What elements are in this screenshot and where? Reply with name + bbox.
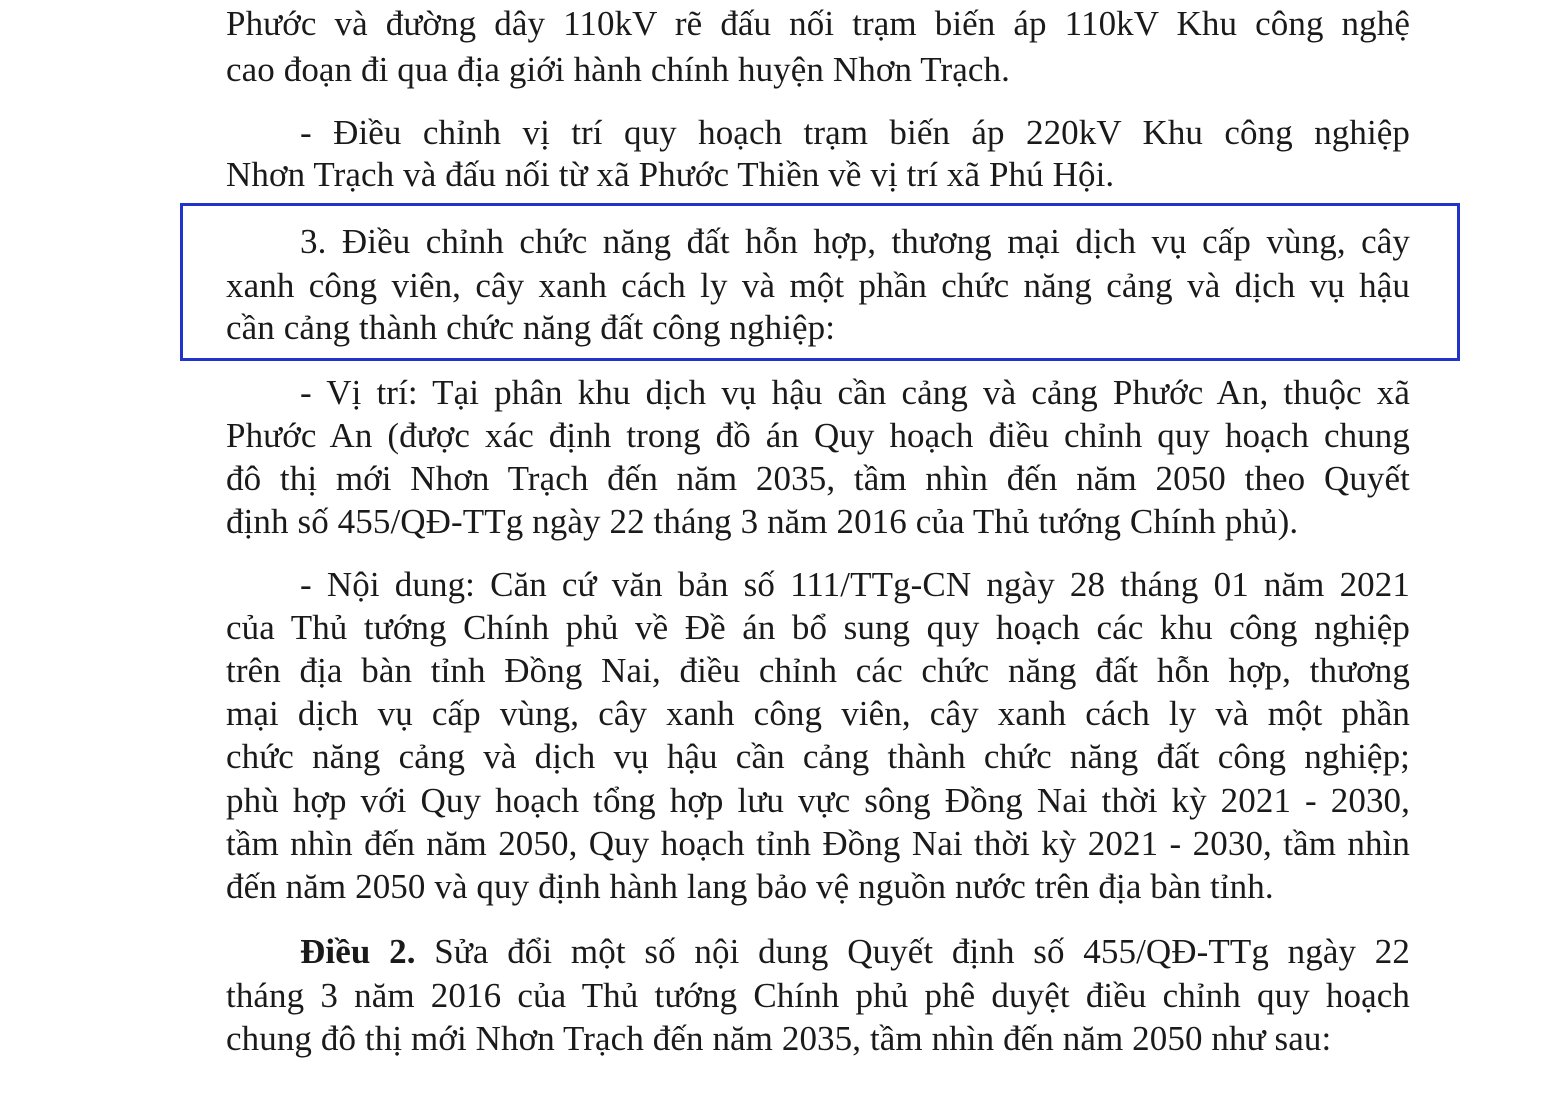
text-line: Nhơn Trạch và đấu nối từ xã Phước Thiền về vị trí xã Phú Hội. [226, 155, 1115, 194]
text-line: Phước và đường dây 110kV rẽ đấu nối trạm biến áp 110kV Khu công nghệ [226, 4, 1410, 43]
section-heading-line: 3. Điều chỉnh chức năng đất hỗn hợp, thương mại dịch vụ cấp vùng, cây [300, 222, 1410, 261]
text-line: chung đô thị mới Nhơn Trạch đến năm 2035, tầm nhìn đến năm 2050 như sau: [226, 1019, 1332, 1058]
text-line: mại dịch vụ cấp vùng, cây xanh công viên, cây xanh cách ly và một phần [226, 694, 1410, 733]
article-label: Điều 2. [300, 932, 416, 971]
text-line: cao đoạn đi qua địa giới hành chính huyện Nhơn Trạch. [226, 50, 1010, 89]
text-line: định số 455/QĐ-TTg ngày 22 tháng 3 năm 2016 của Thủ tướng Chính phủ). [226, 502, 1299, 541]
article-heading-line [226, 930, 1410, 974]
text-line: - Vị trí: Tại phân khu dịch vụ hậu cần cảng và cảng Phước An, thuộc xã [300, 373, 1410, 412]
text-line: - Điều chỉnh vị trí quy hoạch trạm biến áp 220kV Khu công nghiệp [300, 113, 1410, 152]
text-line: đô thị mới Nhơn Trạch đến năm 2035, tầm nhìn đến năm 2050 theo Quyết [226, 459, 1410, 498]
text-line: đến năm 2050 và quy định hành lang bảo vệ nguồn nước trên địa bàn tỉnh. [226, 867, 1274, 906]
text-line: tầm nhìn đến năm 2050, Quy hoạch tỉnh Đồng Nai thời kỳ 2021 - 2030, tầm nhìn [226, 824, 1410, 863]
article-lead-text: Sửa đổi một số nội dung Quyết định số 455/QĐ-TTg ngày 22 [415, 932, 1410, 971]
text-line: tháng 3 năm 2016 của Thủ tướng Chính phủ phê duyệt điều chỉnh quy hoạch [226, 976, 1410, 1015]
text-line: chức năng cảng và dịch vụ hậu cần cảng thành chức năng đất công nghiệp; [226, 737, 1410, 776]
section-heading-line: xanh công viên, cây xanh cách ly và một phần chức năng cảng và dịch vụ hậu [226, 266, 1410, 305]
section-heading-line: cần cảng thành chức năng đất công nghiệp: [226, 308, 836, 347]
text-line: của Thủ tướng Chính phủ về Đề án bổ sung quy hoạch các khu công nghiệp [226, 608, 1410, 647]
text-line: - Nội dung: Căn cứ văn bản số 111/TTg-CN ngày 28 tháng 01 năm 2021 [300, 565, 1410, 604]
text-line: Phước An (được xác định trong đồ án Quy hoạch điều chỉnh quy hoạch chung [226, 416, 1410, 455]
text-line: trên địa bàn tỉnh Đồng Nai, điều chỉnh các chức năng đất hỗn hợp, thương [226, 651, 1410, 690]
text-line: phù hợp với Quy hoạch tổng hợp lưu vực sông Đồng Nai thời kỳ 2021 - 2030, [226, 781, 1410, 820]
